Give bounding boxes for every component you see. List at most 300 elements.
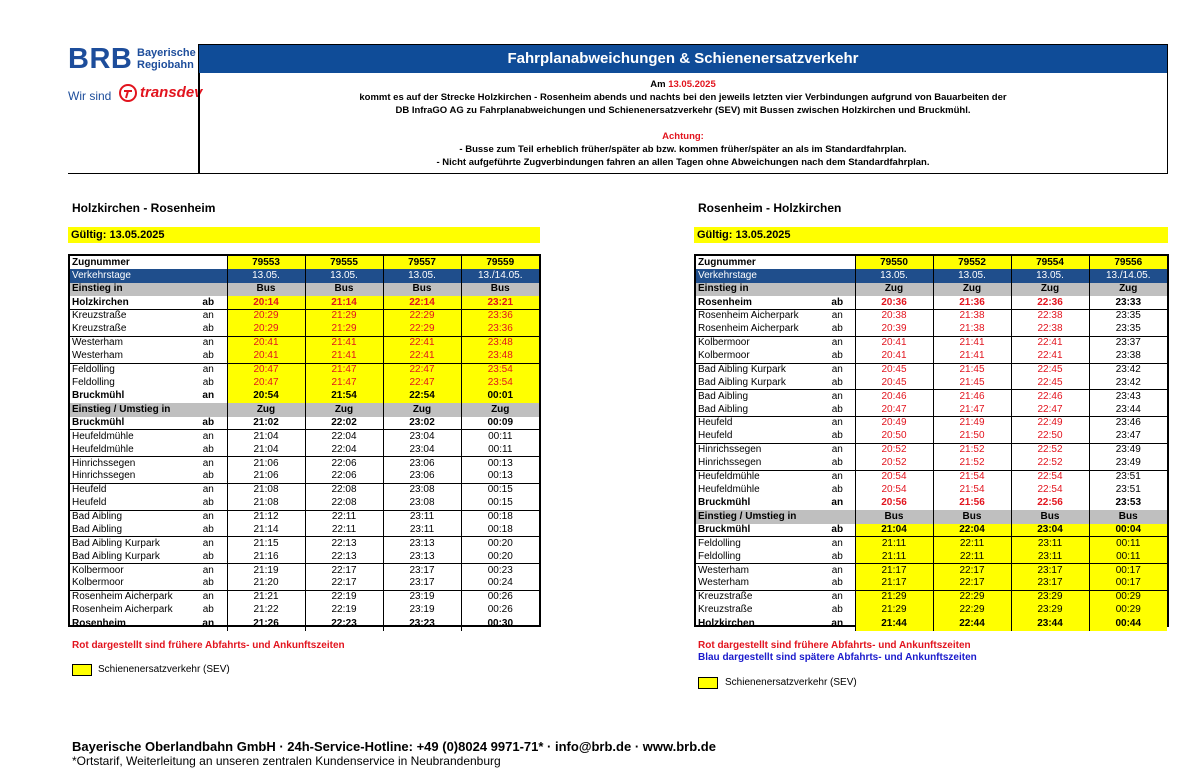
time-cell: 21:11 xyxy=(855,537,933,550)
wir-sind-label: Wir sind xyxy=(68,89,112,103)
station-name: Heufeld xyxy=(70,483,190,496)
time-cell: 20:38 xyxy=(855,310,933,323)
table-row xyxy=(696,350,1167,363)
right-timetable xyxy=(696,256,1167,631)
time-cell: 21:17 xyxy=(855,564,933,577)
time-cell: 21:41 xyxy=(933,336,1011,349)
station-name: Rosenheim Aicherpark xyxy=(698,323,799,335)
station-name: Westerham xyxy=(696,564,820,577)
table-row xyxy=(70,537,539,550)
time-cell: 23:19 xyxy=(383,604,461,617)
time-cell: 00:17 xyxy=(1089,564,1167,577)
time-cell: 23:46 xyxy=(1089,417,1167,430)
time-cell: 00:15 xyxy=(461,497,539,510)
table-row xyxy=(696,323,1167,336)
mode-cell: Bus xyxy=(305,283,383,296)
info-header xyxy=(198,44,1168,174)
time-cell: 21:06 xyxy=(227,457,305,470)
time-cell: 22:11 xyxy=(305,524,383,537)
time-cell: 22:08 xyxy=(305,483,383,496)
page-title: Fahrplanabweichungen & Schienenersatzverkehr xyxy=(199,45,1167,73)
time-cell: 00:11 xyxy=(1089,550,1167,563)
station-name: Feldolling xyxy=(72,377,115,389)
time-cell: 22:19 xyxy=(305,604,383,617)
station-name: Rosenheim xyxy=(698,296,752,308)
time-cell: 23:53 xyxy=(1089,497,1167,510)
time-cell: 22:54 xyxy=(1011,483,1089,496)
time-cell: 23:04 xyxy=(383,443,461,456)
right-sev-label: Schienenersatzverkehr (SEV) xyxy=(725,677,857,688)
time-cell: 21:47 xyxy=(933,403,1011,416)
table-row xyxy=(696,590,1167,603)
time-cell: 21:22 xyxy=(227,604,305,617)
time-cell: 21:11 xyxy=(855,550,933,563)
time-cell: 21:14 xyxy=(305,296,383,309)
table-row xyxy=(70,564,539,577)
logo-frame xyxy=(68,72,200,174)
station-name: Hinrichssegen xyxy=(698,457,762,469)
station-name: Kreuzstraße xyxy=(698,604,753,616)
time-cell: 21:41 xyxy=(305,350,383,363)
table-row xyxy=(70,376,539,389)
transfer-label: Einstieg / Umstieg in xyxy=(70,403,227,416)
station-name: Bad Aibling xyxy=(72,523,123,535)
time-cell: 23:35 xyxy=(1089,310,1167,323)
right-legend-red: Rot dargestellt sind frühere Abfahrts- und Ankunftszeiten xyxy=(698,640,971,651)
time-cell: 20:52 xyxy=(855,443,933,456)
station-name: Feldolling xyxy=(70,363,190,376)
time-cell: 21:08 xyxy=(227,497,305,510)
time-cell: 23:54 xyxy=(461,376,539,389)
time-cell: 23:08 xyxy=(383,483,461,496)
time-cell: 23:33 xyxy=(1089,296,1167,309)
train-number-row xyxy=(696,256,1167,269)
time-cell: 20:36 xyxy=(855,296,933,309)
mode-cell: Zug xyxy=(1011,283,1089,296)
time-cell: 22:04 xyxy=(933,524,1011,537)
time-cell: 21:02 xyxy=(227,417,305,430)
time-cell: 23:11 xyxy=(1011,537,1089,550)
time-cell: 00:29 xyxy=(1089,590,1167,603)
train-number: 79554 xyxy=(1011,256,1089,269)
station-name: Kolbermoor xyxy=(698,350,750,362)
right-sev-swatch xyxy=(698,677,718,689)
arr-dep-flag: ab xyxy=(202,416,215,428)
time-cell: 21:47 xyxy=(305,363,383,376)
footer-note: *Ortstarif, Weiterleitung an unseren zentralen Kundenservice in Neubrandenburg xyxy=(72,754,501,768)
arr-dep-flag: ab xyxy=(202,350,214,362)
time-cell: 23:42 xyxy=(1089,363,1167,376)
time-cell: 21:41 xyxy=(933,350,1011,363)
arr-dep-flag: an xyxy=(190,310,227,323)
time-cell: 21:21 xyxy=(227,590,305,603)
time-cell: 22:29 xyxy=(383,310,461,323)
table-row xyxy=(696,417,1167,430)
time-cell: 21:52 xyxy=(933,443,1011,456)
transfer-label: Einstieg / Umstieg in xyxy=(696,510,855,523)
station-name: Bruckmühl xyxy=(698,497,751,509)
time-cell: 23:17 xyxy=(1011,564,1089,577)
time-cell: 23:19 xyxy=(383,590,461,603)
table-row xyxy=(70,363,539,376)
station-name: Bruckmühl xyxy=(72,390,125,402)
time-cell: 22:04 xyxy=(305,443,383,456)
table-row xyxy=(70,524,539,537)
time-cell: 22:17 xyxy=(305,564,383,577)
station-name: Hinrichssegen xyxy=(70,457,190,470)
time-cell: 23:54 xyxy=(461,363,539,376)
arr-dep-flag: ab xyxy=(202,377,214,389)
time-cell: 00:11 xyxy=(461,443,539,456)
time-cell: 22:29 xyxy=(933,590,1011,603)
arr-dep-flag: an xyxy=(190,510,227,523)
time-cell: 23:49 xyxy=(1089,443,1167,456)
days-row xyxy=(696,269,1167,282)
train-number: 79553 xyxy=(227,256,305,269)
station-name: Holzkirchen xyxy=(72,296,129,308)
arr-dep-flag: an xyxy=(190,537,227,550)
time-cell: 20:46 xyxy=(855,390,933,403)
time-cell: 20:14 xyxy=(227,296,305,309)
arr-dep-flag: ab xyxy=(831,484,843,496)
station-name: Rosenheim Aicherpark xyxy=(70,590,190,603)
time-cell: 20:50 xyxy=(855,430,933,443)
mode-cell: Bus xyxy=(383,283,461,296)
brb-wordmark: BRB xyxy=(68,43,133,75)
table-row xyxy=(70,617,539,630)
time-cell: 22:52 xyxy=(1011,443,1089,456)
arr-dep-flag: an xyxy=(190,590,227,603)
time-cell: 20:45 xyxy=(855,376,933,389)
operating-day: 13.05. xyxy=(383,269,461,282)
time-cell: 20:29 xyxy=(227,323,305,336)
train-number: 79555 xyxy=(305,256,383,269)
mode-cell: Zug xyxy=(855,283,933,296)
time-cell: 21:47 xyxy=(305,376,383,389)
time-cell: 23:04 xyxy=(383,430,461,443)
table-row xyxy=(70,323,539,336)
station-name: Bad Aibling xyxy=(70,510,190,523)
arr-dep-flag: an xyxy=(190,564,227,577)
time-cell: 22:45 xyxy=(1011,376,1089,389)
time-cell: 00:13 xyxy=(461,470,539,483)
time-cell: 22:11 xyxy=(933,550,1011,563)
time-cell: 00:29 xyxy=(1089,604,1167,617)
time-cell: 23:48 xyxy=(461,350,539,363)
mode-cell: Bus xyxy=(461,283,539,296)
time-cell: 22:38 xyxy=(1011,323,1089,336)
time-cell: 21:29 xyxy=(855,604,933,617)
arr-dep-flag: an xyxy=(831,497,844,509)
time-cell: 23:04 xyxy=(1011,524,1089,537)
table-row xyxy=(70,483,539,496)
time-cell: 23:29 xyxy=(1011,604,1089,617)
train-number: 79556 xyxy=(1089,256,1167,269)
table-row xyxy=(696,443,1167,456)
time-cell: 23:47 xyxy=(1089,430,1167,443)
arr-dep-flag: an xyxy=(202,617,215,629)
mode-cell: Zug xyxy=(461,403,539,416)
time-cell: 23:02 xyxy=(383,417,461,430)
arr-dep-flag: ab xyxy=(831,376,843,388)
arr-dep-flag: an xyxy=(820,590,855,603)
days-label: Verkehrstage xyxy=(70,269,227,282)
station-name: Kreuzstraße xyxy=(70,310,190,323)
time-cell: 00:23 xyxy=(461,564,539,577)
time-cell: 22:47 xyxy=(383,376,461,389)
arr-dep-flag: an xyxy=(820,310,855,323)
table-row xyxy=(696,550,1167,563)
station-name: Bad Aibling xyxy=(696,390,820,403)
station-name: Bad Aibling Kurpark xyxy=(698,376,786,388)
operating-day: 13./14.05. xyxy=(461,269,539,282)
station-name: Heufeld xyxy=(698,430,733,442)
train-number: 79557 xyxy=(383,256,461,269)
time-cell: 22:19 xyxy=(305,590,383,603)
regio-label: Bayerische Regiobahn xyxy=(137,47,196,71)
arr-dep-flag: an xyxy=(831,617,844,629)
table-row xyxy=(696,524,1167,537)
days-label: Verkehrstage xyxy=(696,269,855,282)
arr-dep-flag: an xyxy=(190,457,227,470)
time-cell: 22:13 xyxy=(305,550,383,563)
arr-dep-flag: ab xyxy=(202,443,214,455)
train-number-label: Zugnummer xyxy=(698,256,756,268)
time-cell: 21:41 xyxy=(305,336,383,349)
time-cell: 21:46 xyxy=(933,390,1011,403)
arr-dep-flag: ab xyxy=(202,470,214,482)
left-sev-label: Schienenersatzverkehr (SEV) xyxy=(98,664,230,675)
station-name: Kolbermoor xyxy=(70,564,190,577)
time-cell: 22:13 xyxy=(305,537,383,550)
table-row xyxy=(696,363,1167,376)
station-name: Heufeld xyxy=(696,417,820,430)
table-row xyxy=(696,483,1167,496)
time-cell: 23:06 xyxy=(383,470,461,483)
time-cell: 23:51 xyxy=(1089,483,1167,496)
table-row xyxy=(70,336,539,349)
time-cell: 21:44 xyxy=(855,617,933,630)
time-cell: 22:41 xyxy=(383,336,461,349)
mode-cell: Bus xyxy=(1011,510,1089,523)
station-name: Westerham xyxy=(72,350,123,362)
time-cell: 20:54 xyxy=(855,470,933,483)
time-cell: 22:46 xyxy=(1011,390,1089,403)
table-row xyxy=(70,470,539,483)
info-line-2: DB InfraGO AG zu Fahrplanabweichungen und Schienenersatzverkehr (SEV) mit Bussen zwischen Holzkirchen und Bruckmühl. xyxy=(395,105,971,116)
time-cell: 00:20 xyxy=(461,550,539,563)
time-cell: 22:49 xyxy=(1011,417,1089,430)
arr-dep-flag: an xyxy=(820,336,855,349)
time-cell: 00:20 xyxy=(461,537,539,550)
time-cell: 22:17 xyxy=(933,577,1011,590)
time-cell: 21:38 xyxy=(933,323,1011,336)
boarding-label: Einstieg in xyxy=(70,283,227,296)
operating-day: 13.05. xyxy=(227,269,305,282)
station-name: Rosenheim Aicherpark xyxy=(696,310,820,323)
station-name: Bad Aibling Kurpark xyxy=(696,363,820,376)
station-name: Heufeld xyxy=(72,497,107,509)
note-1: - Busse zum Teil erheblich früher/später ab bzw. kommen früher/später an als im Standardfahrplan. xyxy=(459,144,907,155)
station-name: Bad Aibling Kurpark xyxy=(70,537,190,550)
arr-dep-flag: ab xyxy=(831,430,843,442)
time-cell: 00:26 xyxy=(461,604,539,617)
arr-dep-flag: ab xyxy=(202,604,214,616)
table-row xyxy=(70,457,539,470)
time-cell: 23:35 xyxy=(1089,323,1167,336)
time-cell: 00:04 xyxy=(1089,524,1167,537)
time-cell: 23:13 xyxy=(383,550,461,563)
train-number-row xyxy=(70,256,539,269)
mode-cell: Zug xyxy=(383,403,461,416)
time-cell: 20:41 xyxy=(227,350,305,363)
time-cell: 20:47 xyxy=(855,403,933,416)
arr-dep-flag: ab xyxy=(831,577,843,589)
time-cell: 23:11 xyxy=(383,524,461,537)
station-name: Rosenheim xyxy=(72,617,126,629)
time-cell: 21:26 xyxy=(227,617,305,630)
station-name: Kreuzstraße xyxy=(696,590,820,603)
station-name: Bruckmühl xyxy=(72,416,125,428)
time-cell: 21:52 xyxy=(933,457,1011,470)
time-cell: 23:13 xyxy=(383,537,461,550)
station-name: Heufeldmühle xyxy=(696,470,820,483)
time-cell: 23:21 xyxy=(461,296,539,309)
time-cell: 23:38 xyxy=(1089,350,1167,363)
station-name: Feldolling xyxy=(696,537,820,550)
arr-dep-flag: an xyxy=(820,564,855,577)
mode-cell: Bus xyxy=(227,283,305,296)
time-cell: 20:47 xyxy=(227,363,305,376)
time-cell: 22:52 xyxy=(1011,457,1089,470)
mode-cell: Bus xyxy=(933,510,1011,523)
arr-dep-flag: an xyxy=(190,363,227,376)
time-cell: 23:36 xyxy=(461,310,539,323)
arr-dep-flag: an xyxy=(820,443,855,456)
station-name: Hinrichssegen xyxy=(72,470,136,482)
table-row xyxy=(696,537,1167,550)
time-cell: 00:18 xyxy=(461,510,539,523)
time-cell: 23:48 xyxy=(461,336,539,349)
time-cell: 22:56 xyxy=(1011,497,1089,510)
time-cell: 23:11 xyxy=(1011,550,1089,563)
station-name: Bruckmühl xyxy=(698,523,751,535)
arr-dep-flag: ab xyxy=(202,550,214,562)
time-cell: 23:17 xyxy=(383,577,461,590)
date-line: Am 13.05.2025 xyxy=(650,79,716,90)
table-row xyxy=(70,510,539,523)
time-cell: 22:17 xyxy=(305,577,383,590)
time-cell: 20:41 xyxy=(855,336,933,349)
arr-dep-flag: an xyxy=(820,470,855,483)
operating-day: 13.05. xyxy=(1011,269,1089,282)
time-cell: 23:08 xyxy=(383,497,461,510)
table-row xyxy=(70,577,539,590)
info-line-1: kommt es auf der Strecke Holzkirchen - Rosenheim abends und nachts bei den jeweils letzten vier Verbindungen aufgrund von Bauarbeiten der xyxy=(359,92,1007,103)
left-legend-red: Rot dargestellt sind frühere Abfahrts- und Ankunftszeiten xyxy=(72,640,345,651)
table-row xyxy=(70,417,539,430)
time-cell: 21:38 xyxy=(933,310,1011,323)
time-cell: 20:39 xyxy=(855,323,933,336)
mode-cell: Zug xyxy=(227,403,305,416)
arr-dep-flag: ab xyxy=(202,296,215,308)
table-row xyxy=(70,296,539,309)
time-cell: 21:29 xyxy=(305,310,383,323)
station-name: Bad Aibling xyxy=(698,403,749,415)
time-cell: 22:29 xyxy=(383,323,461,336)
time-cell: 22:54 xyxy=(1011,470,1089,483)
table-row xyxy=(70,497,539,510)
table-row xyxy=(696,497,1167,510)
station-name: Kolbermoor xyxy=(696,336,820,349)
left-valid-bar: Gültig: 13.05.2025 xyxy=(68,227,540,243)
mode-row xyxy=(696,283,1167,296)
time-cell: 22:41 xyxy=(1011,336,1089,349)
train-number: 79559 xyxy=(461,256,539,269)
station-name: Rosenheim Aicherpark xyxy=(72,604,173,616)
time-cell: 00:30 xyxy=(461,617,539,630)
table-row xyxy=(696,390,1167,403)
table-row xyxy=(696,604,1167,617)
table-row xyxy=(696,296,1167,309)
station-name: Kreuzstraße xyxy=(72,323,127,335)
arr-dep-flag: an xyxy=(190,336,227,349)
time-cell: 23:23 xyxy=(383,617,461,630)
time-cell: 00:15 xyxy=(461,483,539,496)
table-row xyxy=(696,336,1167,349)
arr-dep-flag: ab xyxy=(831,403,843,415)
table-row xyxy=(70,430,539,443)
time-cell: 23:51 xyxy=(1089,470,1167,483)
mode-row xyxy=(70,283,539,296)
table-row xyxy=(70,443,539,456)
arr-dep-flag: an xyxy=(820,363,855,376)
time-cell: 22:29 xyxy=(933,604,1011,617)
time-cell: 23:06 xyxy=(383,457,461,470)
time-cell: 20:54 xyxy=(855,483,933,496)
arr-dep-flag: ab xyxy=(202,523,214,535)
table-row xyxy=(70,550,539,563)
time-cell: 00:11 xyxy=(1089,537,1167,550)
time-cell: 21:20 xyxy=(227,577,305,590)
operating-day: 13.05. xyxy=(855,269,933,282)
time-cell: 22:02 xyxy=(305,417,383,430)
time-cell: 00:26 xyxy=(461,590,539,603)
mode-cell: Zug xyxy=(1089,283,1167,296)
station-name: Westerham xyxy=(70,336,190,349)
time-cell: 21:15 xyxy=(227,537,305,550)
time-cell: 20:54 xyxy=(227,390,305,403)
station-name: Heufeldmühle xyxy=(70,430,190,443)
time-cell: 22:06 xyxy=(305,457,383,470)
time-cell: 20:41 xyxy=(855,350,933,363)
time-cell: 22:41 xyxy=(383,350,461,363)
table-row xyxy=(70,390,539,403)
time-cell: 21:49 xyxy=(933,417,1011,430)
train-number: 79550 xyxy=(855,256,933,269)
time-cell: 22:47 xyxy=(1011,403,1089,416)
station-name: Feldolling xyxy=(698,550,741,562)
time-cell: 21:29 xyxy=(855,590,933,603)
boarding-label: Einstieg in xyxy=(696,283,855,296)
operating-day: 13.05. xyxy=(933,269,1011,282)
note-2: - Nicht aufgeführte Zugverbindungen fahren an allen Tagen ohne Abweichungen nach dem Standardfahrplan. xyxy=(436,157,930,168)
arr-dep-flag: an xyxy=(820,390,855,403)
time-cell: 21:45 xyxy=(933,363,1011,376)
arr-dep-flag: ab xyxy=(831,350,843,362)
time-cell: 20:49 xyxy=(855,417,933,430)
time-cell: 22:45 xyxy=(1011,363,1089,376)
